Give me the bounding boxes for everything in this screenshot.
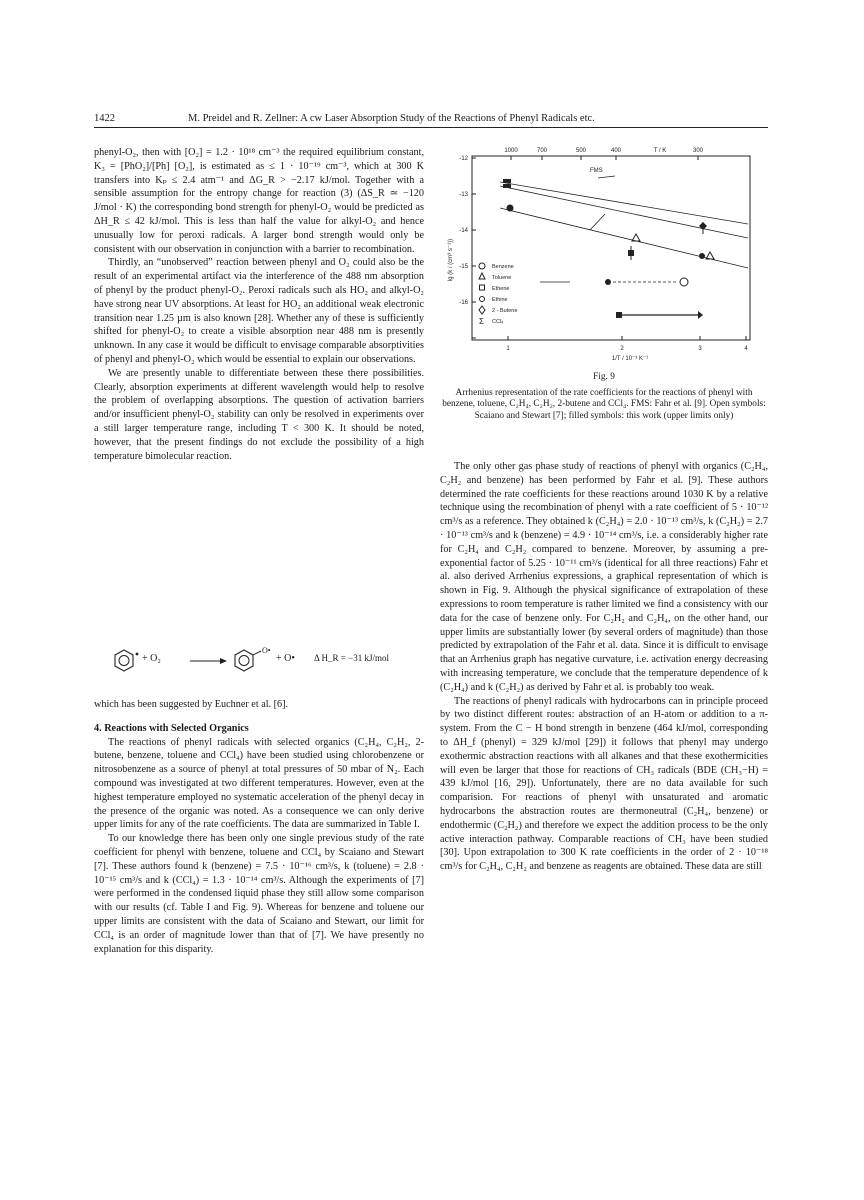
data-point-toluene bbox=[699, 253, 705, 259]
right-column bbox=[440, 460, 768, 874]
running-title: M. Preidel and R. Zellner: A cw Laser Absorption Study of the Reactions of Phenyl Radicals etc. bbox=[188, 113, 595, 124]
paragraph: We are presently unable to differentiate between these there possibilities. Clearly, absorption experiments at different wavelength would help to resolve the problem of overlapping absorptions. The question of activation barriers and/or insufficient phenyl-O₂ stability can only be resolved in experiments over a still larger temperature range, including T < 300 K. It should be noted, however, that the present findings do not exclude the possibility of a high temperature bimolecular reaction. bbox=[94, 367, 424, 462]
section-heading: 4. Reactions with Selected Organics bbox=[94, 722, 249, 734]
toluene-symbol bbox=[479, 273, 485, 279]
top-axis-unit: T / K bbox=[653, 148, 667, 154]
paragraph: phenyl-O₂, then with [O₂] = 1.2 · 10¹⁸ cm⁻³ the required equilibrium constant, K₃ = [PhO₂]/[Ph] [O₂], is estimated as ≤ 1 · 10⁻¹⁹ cm⁻³, which at 300 K transfers into Kₚ ≤ 2.4 atm⁻¹ and ΔG_R > −2.17 kJ/mol. Together with a sensible assumption for the entropy change for reaction (3) (ΔS_R ≃ −120 J/mol · K) the corresponding bond strength for phenyl-O₂ would be predicted as ΔH_R ≤ 42 kJ/mol. This is less than half the value for alkyl-O₂ and hence unusually low for peroxi radicals. A larger bond strength would only be consistent with our observation in conjunction with a barrier to recombination. bbox=[94, 147, 424, 255]
y-tick-label: -14 bbox=[459, 228, 468, 234]
legend bbox=[479, 263, 517, 326]
figure-number: Fig. 9 bbox=[593, 372, 615, 382]
x-axis-label: 1/T / 10⁻³ K⁻¹ bbox=[611, 356, 649, 362]
fms-label: FMS bbox=[590, 168, 603, 174]
fms-marker-ethine bbox=[503, 184, 511, 188]
legend-ccl4: CCl₄ bbox=[492, 319, 504, 325]
y-tick-label: -15 bbox=[459, 264, 468, 270]
top-tick-label: 400 bbox=[610, 148, 622, 154]
left-column-top bbox=[94, 146, 424, 463]
arrow-head bbox=[220, 658, 227, 664]
legend-toluene: Toluene bbox=[492, 275, 512, 281]
figure-caption bbox=[440, 372, 768, 422]
ethine-symbol bbox=[480, 297, 485, 302]
top-tick-label: 1000 bbox=[504, 148, 518, 154]
page-number: 1422 bbox=[94, 113, 115, 124]
ccl4-arrow-head bbox=[698, 311, 703, 319]
caption-text: Arrhenius representation of the rate coefficients for the reactions of phenyl with benzene, toluene, C₂H₄, C₂H₂, 2-butene and CCl₄. FMS: Fahr et al. [9]. Open symbols: Scaiano and Stewart [7]; filled symbols: this work (upper limits only) bbox=[442, 387, 766, 421]
substituent-bond bbox=[253, 651, 261, 655]
2-butene-symbol bbox=[479, 306, 485, 314]
figure-arrhenius-plot bbox=[440, 142, 770, 370]
data-point-ccl4 bbox=[616, 312, 622, 318]
header-rule bbox=[94, 127, 768, 128]
y-tick-label: -13 bbox=[459, 192, 468, 198]
paragraph: The only other gas phase study of reactions of phenyl with organics (C₂H₄, C₂H₂ and benzene) has been performed by Fahr et al. [9]. These authors determined the rate coefficients for these reactions around 1030 K by a relative technique using the recombination of phenyl with a rate coefficient of 5 · 10⁻¹² cm³/s as a reference. They obtained k (C₂H₄) = 2.0 · 10⁻¹³ cm³/s, k (C₂H₂) = 2.7 · 10⁻¹³ cm³/s and k (benzene) = 4.9 · 10⁻¹⁴ cm³/s, i.e. a considerably higher rate for C₂H₄ and C₂H₂ compared to benzene. Moreover, by assuming a pre-exponential factor of 5.25 · 10⁻¹¹ cm³/s (identical for all three reactions) Fahr et al. also derived Arrhenius expressions, a graphical representation of which is shown in Fig. 9. Although the physical significance of extrapolation of these expressions to room temperature is rather limited we find a consistency with our data for the case of benzene only. For C₂H₂ and C₂H₄, on the other hand, our upper limits are substantially lower (by several orders of magnitude) than those predicted by extrapolation of the Fahr et al. data. Since it is difficult to envisage that an Arrhenius graph has negative curvature, i.e. activation energy decreasing with increasing temperature, we conclude that the temperature dependence of k (C₂H₄) and k (C₂H₂) as derived by Fahr et al. is probably too weak. bbox=[440, 461, 768, 693]
paragraph: The reactions of phenyl radicals with hydrocarbons can in principle proceed by two distinct different routes: abstraction of an H-atom or addition to a π-system. From the C − H bond strength in benzene (464 kJ/mol, corresponding to ΔH_f (phenyl) = 329 kJ/mol [29]) it follows that phenyl may undergo exothermic abstraction reactions with all alkanes and that these exothermicities will even be larger that those for reactions of CH₃ radicals (BDE (CH₃−H) = 439 kJ/mol [16, 29]). Unfortunately, there are no data available for such comparision. For reactions of phenyl with unsaturated and aromatic hydrocarbons the abstraction routes are thermoneutral (C₂H₄, benzene) or endothermic (C₂H₂) and therefore we expect the addition process to be the only active interaction pathway. Comparable reactions of CH₃ have been studied [30]. Upon extrapolation to 300 K rate coefficients in the order of 2 · 10⁻¹⁸ cm³/s for C₂H₄, C₂H₂ and benzene as reagents are obtained. These data are still bbox=[440, 695, 768, 873]
legend-benzene: Benzene bbox=[492, 264, 514, 270]
benzene-ring-reactant bbox=[115, 650, 133, 671]
x-tick-label: 2 bbox=[620, 346, 624, 352]
product-term: + O• bbox=[276, 653, 295, 664]
top-tick-label: 300 bbox=[692, 148, 704, 154]
legend-ethene: Ethene bbox=[492, 286, 510, 292]
x-tick-label: 4 bbox=[744, 346, 748, 352]
x-tick-label: 1 bbox=[506, 346, 510, 352]
ethene-symbol bbox=[480, 285, 485, 290]
legend-2-butene: 2 - Butene bbox=[492, 308, 518, 314]
left-column-bottom bbox=[94, 698, 424, 956]
reaction-enthalpy: Δ H_R = −31 kJ/mol bbox=[314, 653, 389, 663]
fms-marker-ethene bbox=[503, 179, 511, 183]
top-tick-label: 700 bbox=[536, 148, 548, 154]
paragraph: To our knowledge there has been only one single previous study of the rate coefficient for phenyl with benzene, toluene and CCl₄ by Scaiano and Stewart [7]. These authors found k (benzene) = 7.5 · 10⁻¹⁶ cm³/s, k (toluene) = 2.8 · 10⁻¹⁵ cm³/s and k (CCl₄) = 1.3 · 10⁻¹⁴ cm³/s. Although the experiments of [7] were performed in the condensed liquid phase they still allow some comparison with our results (cf. Table I and Fig. 9). Whereas for benzene and toluene our upper limits are consistent with the data of Scaiano and Stewart, our limit for CCl₄ is an order of magnitude lower than that of [7]. We have presently no explanation for this disparity. bbox=[94, 833, 424, 955]
x-tick-label: 3 bbox=[698, 346, 702, 352]
ccl4-symbol: Σ bbox=[479, 317, 484, 326]
radical-dot bbox=[136, 653, 139, 656]
paragraph: The reactions of phenyl radicals with selected organics (C₂H₄, C₂H₂, 2-butene, benzene, toluene and CCl₄) have been studied using chlorobenzene or nitrosobenzene as a source of phenyl at total pressures of 50 mbar of N₂. Each compound was investigated at two different temperatures. However, even at the highest temperature employed no systematic acceleration of the phenyl decay in the presence of the organic was noted. As a consequence we can only derive upper limits for any of the rate coefficients. The data are summarized in Table I. bbox=[94, 736, 424, 831]
legend-ethine: Ethine bbox=[492, 297, 508, 303]
y-axis-label: lg (k / (cm³ s⁻¹)) bbox=[448, 238, 454, 282]
aromatic-circle-reactant bbox=[119, 656, 129, 666]
benzene-symbol bbox=[479, 263, 485, 269]
paragraph: Thirdly, an “unobserved” reaction between phenyl and O₂ could also be the result of an experimental artifact via the interference of the 488 nm absorption of phenyl by the product phenyl-O₂. Peroxi radicals such als HO₂ and alkyl-O₂ have strong near UV absorptions. At least for HO₂ an additional weak electronic transition near 1.25 µm is also known [28]. Whether any of these is sufficiently shifted for phenyl-O₂ to create a visible absorption near 488 nm is presently unknown. In any case it would be difficult to envisage comparable absorptivities of phenyl and phenyl-O₂ which would be essential to explain our observations. bbox=[94, 257, 424, 365]
open-point-benzene bbox=[680, 278, 688, 286]
paragraph: which has been suggested by Euchner et al. [6]. bbox=[94, 699, 289, 710]
fms-marker-benzene bbox=[507, 205, 514, 212]
reaction-equation bbox=[110, 645, 420, 675]
product-substituent: O• bbox=[262, 646, 271, 655]
top-tick-label: 500 bbox=[575, 148, 587, 154]
aromatic-circle-product bbox=[239, 656, 249, 666]
data-point-benzene bbox=[605, 279, 611, 285]
benzene-ring-product bbox=[235, 650, 253, 671]
reactant-term: + O₂ bbox=[142, 653, 161, 664]
y-tick-label: -16 bbox=[459, 300, 468, 306]
y-tick-label: -12 bbox=[459, 156, 468, 162]
